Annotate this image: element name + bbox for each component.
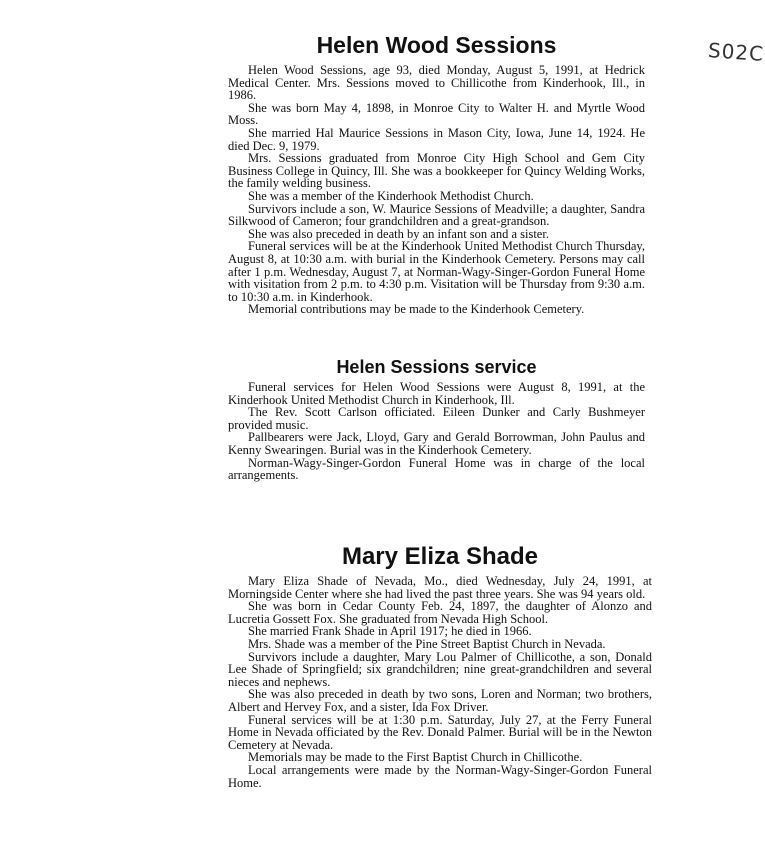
paragraph: She was a member of the Kinderhook Methodist Church. — [248, 188, 534, 203]
service-headline: Helen Sessions service — [336, 357, 537, 377]
obituary-headline: Helen Wood Sessions — [316, 32, 557, 58]
handwritten-page-code: S02C — [707, 38, 765, 66]
obituary-body — [228, 64, 645, 316]
service-notice-helen-sessions — [228, 358, 645, 482]
paragraph: Funeral services will be at the Kinderhook United Methodist Church Thursday, August 8, at 10:30 a.m. with burial in the Kinderhook Cemetery. Persons may call after 1 p.m. Wednesday, August 7, at Norman-Wagy-Singer-Gordon Funeral Home with visitation from 2 p.m. to 4:30 p.m. Visitation will be Thursday from 9:30 a.m. to 10:30 a.m. in Kinderhook. — [228, 239, 645, 304]
paragraph: Pallbearers were Jack, Lloyd, Gary and Gerald Borrowman, John Paulus and Kenny Swearingen. Burial was in the Kinderhook Cemetery. — [228, 430, 645, 457]
paragraph: She married Frank Shade in April 1917; he died in 1966. — [248, 624, 532, 639]
paragraph: She was also preceded in death by two sons, Loren and Norman; two brothers, Albert and Hervey Fox, and a sister, Ida Fox Driver. — [228, 687, 652, 714]
paragraph: Norman-Wagy-Singer-Gordon Funeral Home was in charge of the local arrangements. — [228, 455, 645, 483]
obituary-body — [228, 575, 652, 789]
paragraph: The Rev. Scott Carlson officiated. Eileen Dunker and Carly Bushmeyer provided music. — [228, 405, 645, 432]
paragraph: Memorials may be made to the First Baptist Church in Chillicothe. — [248, 750, 583, 765]
paragraph: Local arrangements were made by the Norman-Wagy-Singer-Gordon Funeral Home. — [228, 762, 652, 790]
obituary-helen-wood-sessions — [228, 34, 645, 316]
paragraph: Helen Wood Sessions, age 93, died Monday, August 5, 1991, at Hedrick Medical Center. Mrs. Sessions moved to Chillicothe from Kinderhook, Ill., in 1986. — [228, 63, 645, 103]
paragraph: She was born May 4, 1898, in Monroe City to Walter H. and Myrtle Wood Moss. — [228, 100, 645, 128]
paragraph: Survivors include a son, W. Maurice Sessions of Meadville; a daughter, Sandra Silkwood of Cameron; four grandchildren and a great-grandson. — [228, 201, 645, 229]
obituary-headline: Mary Eliza Shade — [341, 543, 539, 570]
paragraph: She was also preceded in death by an infant son and a sister. — [248, 226, 549, 241]
paragraph: She married Hal Maurice Sessions in Mason City, Iowa, June 14, 1924. He died Dec. 9, 1979. — [228, 125, 645, 153]
paragraph: Survivors include a daughter, Mary Lou Palmer of Chillicothe, a son, Donald Lee Shade of Springfield; six grandchildren; nine great-grandchildren and several nieces and nephews. — [228, 649, 652, 689]
paragraph: Mrs. Sessions graduated from Monroe City High School and Gem City Business College in Quincy, Ill. She was a bookkeeper for Quincy Welding Works, the family welding business. — [228, 151, 645, 191]
obituary-mary-eliza-shade — [228, 545, 652, 789]
paragraph: Mary Eliza Shade of Nevada, Mo., died Wednesday, July 24, 1991, at Morningside Center where she had lived the past three years. She was 94 years old. — [228, 574, 652, 601]
paragraph: Memorial contributions may be made to the Kinderhook Cemetery. — [248, 302, 585, 317]
paragraph: Mrs. Shade was a member of the Pine Street Baptist Church in Nevada. — [248, 636, 606, 651]
service-body — [228, 381, 645, 482]
paragraph: Funeral services will be at 1:30 p.m. Saturday, July 27, at the Ferry Funeral Home in Nevada officiated by the Rev. Donald Palmer. Burial will be in the Newton Cemetery at Nevada. — [228, 712, 652, 752]
paragraph: Funeral services for Helen Wood Sessions were August 8, 1991, at the Kinderhook United Methodist Church in Kinderhook, Ill. — [228, 380, 645, 407]
paragraph: She was born in Cedar County Feb. 24, 1897, the daughter of Alonzo and Lucretia Gossett Fox. She graduated from Nevada High School. — [228, 599, 652, 626]
